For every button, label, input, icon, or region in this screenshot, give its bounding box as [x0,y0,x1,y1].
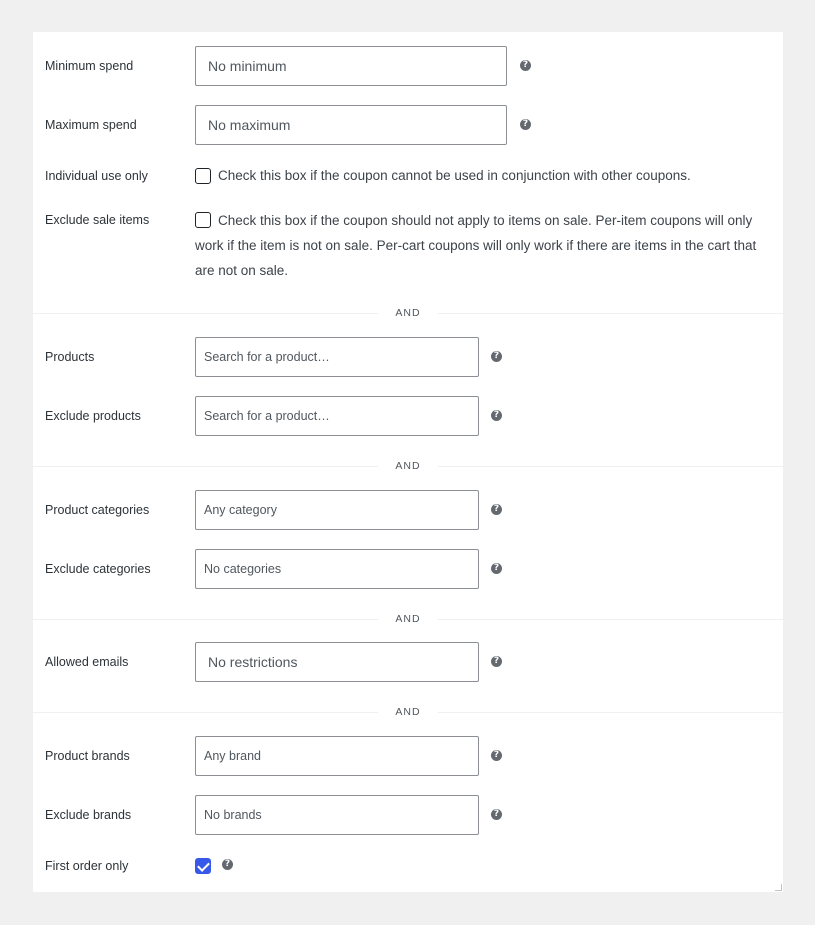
individual-use-description: Check this box if the coupon cannot be used in conjunction with other coupons. [218,168,691,183]
help-icon[interactable]: ? [491,656,502,667]
resize-handle[interactable] [775,884,782,891]
help-icon[interactable]: ? [520,60,531,71]
help-icon[interactable]: ? [491,410,502,421]
exclude-products-label: Exclude products [45,409,141,423]
first-order-only-checkbox[interactable] [195,858,211,874]
exclude-products-search-input[interactable] [195,396,479,436]
product-categories-input[interactable] [195,490,479,530]
exclude-brands-label: Exclude brands [45,808,132,822]
exclude-categories-input[interactable] [195,549,479,589]
products-label: Products [45,350,95,364]
and-separator: AND [378,307,438,319]
exclude-sale-items-label: Exclude sale items [45,213,150,227]
help-icon[interactable]: ? [222,859,233,870]
exclude-sale-items-checkbox[interactable] [195,212,211,228]
help-icon[interactable]: ? [520,119,531,130]
help-icon[interactable]: ? [491,504,502,515]
help-icon[interactable]: ? [491,563,502,574]
product-brands-input[interactable] [195,736,479,776]
first-order-only-label: First order only [45,859,129,873]
product-categories-label: Product categories [45,503,150,517]
maximum-spend-input[interactable] [195,105,507,145]
and-separator: AND [378,460,438,472]
allowed-emails-input[interactable] [195,642,479,682]
products-search-input[interactable] [195,337,479,377]
allowed-emails-label: Allowed emails [45,655,129,669]
help-icon[interactable]: ? [491,809,502,820]
and-separator: AND [378,706,438,718]
usage-restriction-panel [33,32,783,892]
individual-use-label: Individual use only [45,169,148,183]
exclude-categories-label: Exclude categories [45,562,151,576]
maximum-spend-label: Maximum spend [45,118,137,132]
exclude-brands-input[interactable] [195,795,479,835]
product-brands-label: Product brands [45,749,130,763]
individual-use-checkbox[interactable] [195,168,211,184]
and-separator: AND [378,613,438,625]
minimum-spend-label: Minimum spend [45,59,134,73]
minimum-spend-input[interactable] [195,46,507,86]
exclude-sale-items-description: Check this box if the coupon should not apply to items on sale. Per-item coupons will only work if the item is not on sale. Per-cart coupons will only work if there are items in the cart that are not on sale. [195,213,757,278]
help-icon[interactable]: ? [491,351,502,362]
help-icon[interactable]: ? [491,750,502,761]
